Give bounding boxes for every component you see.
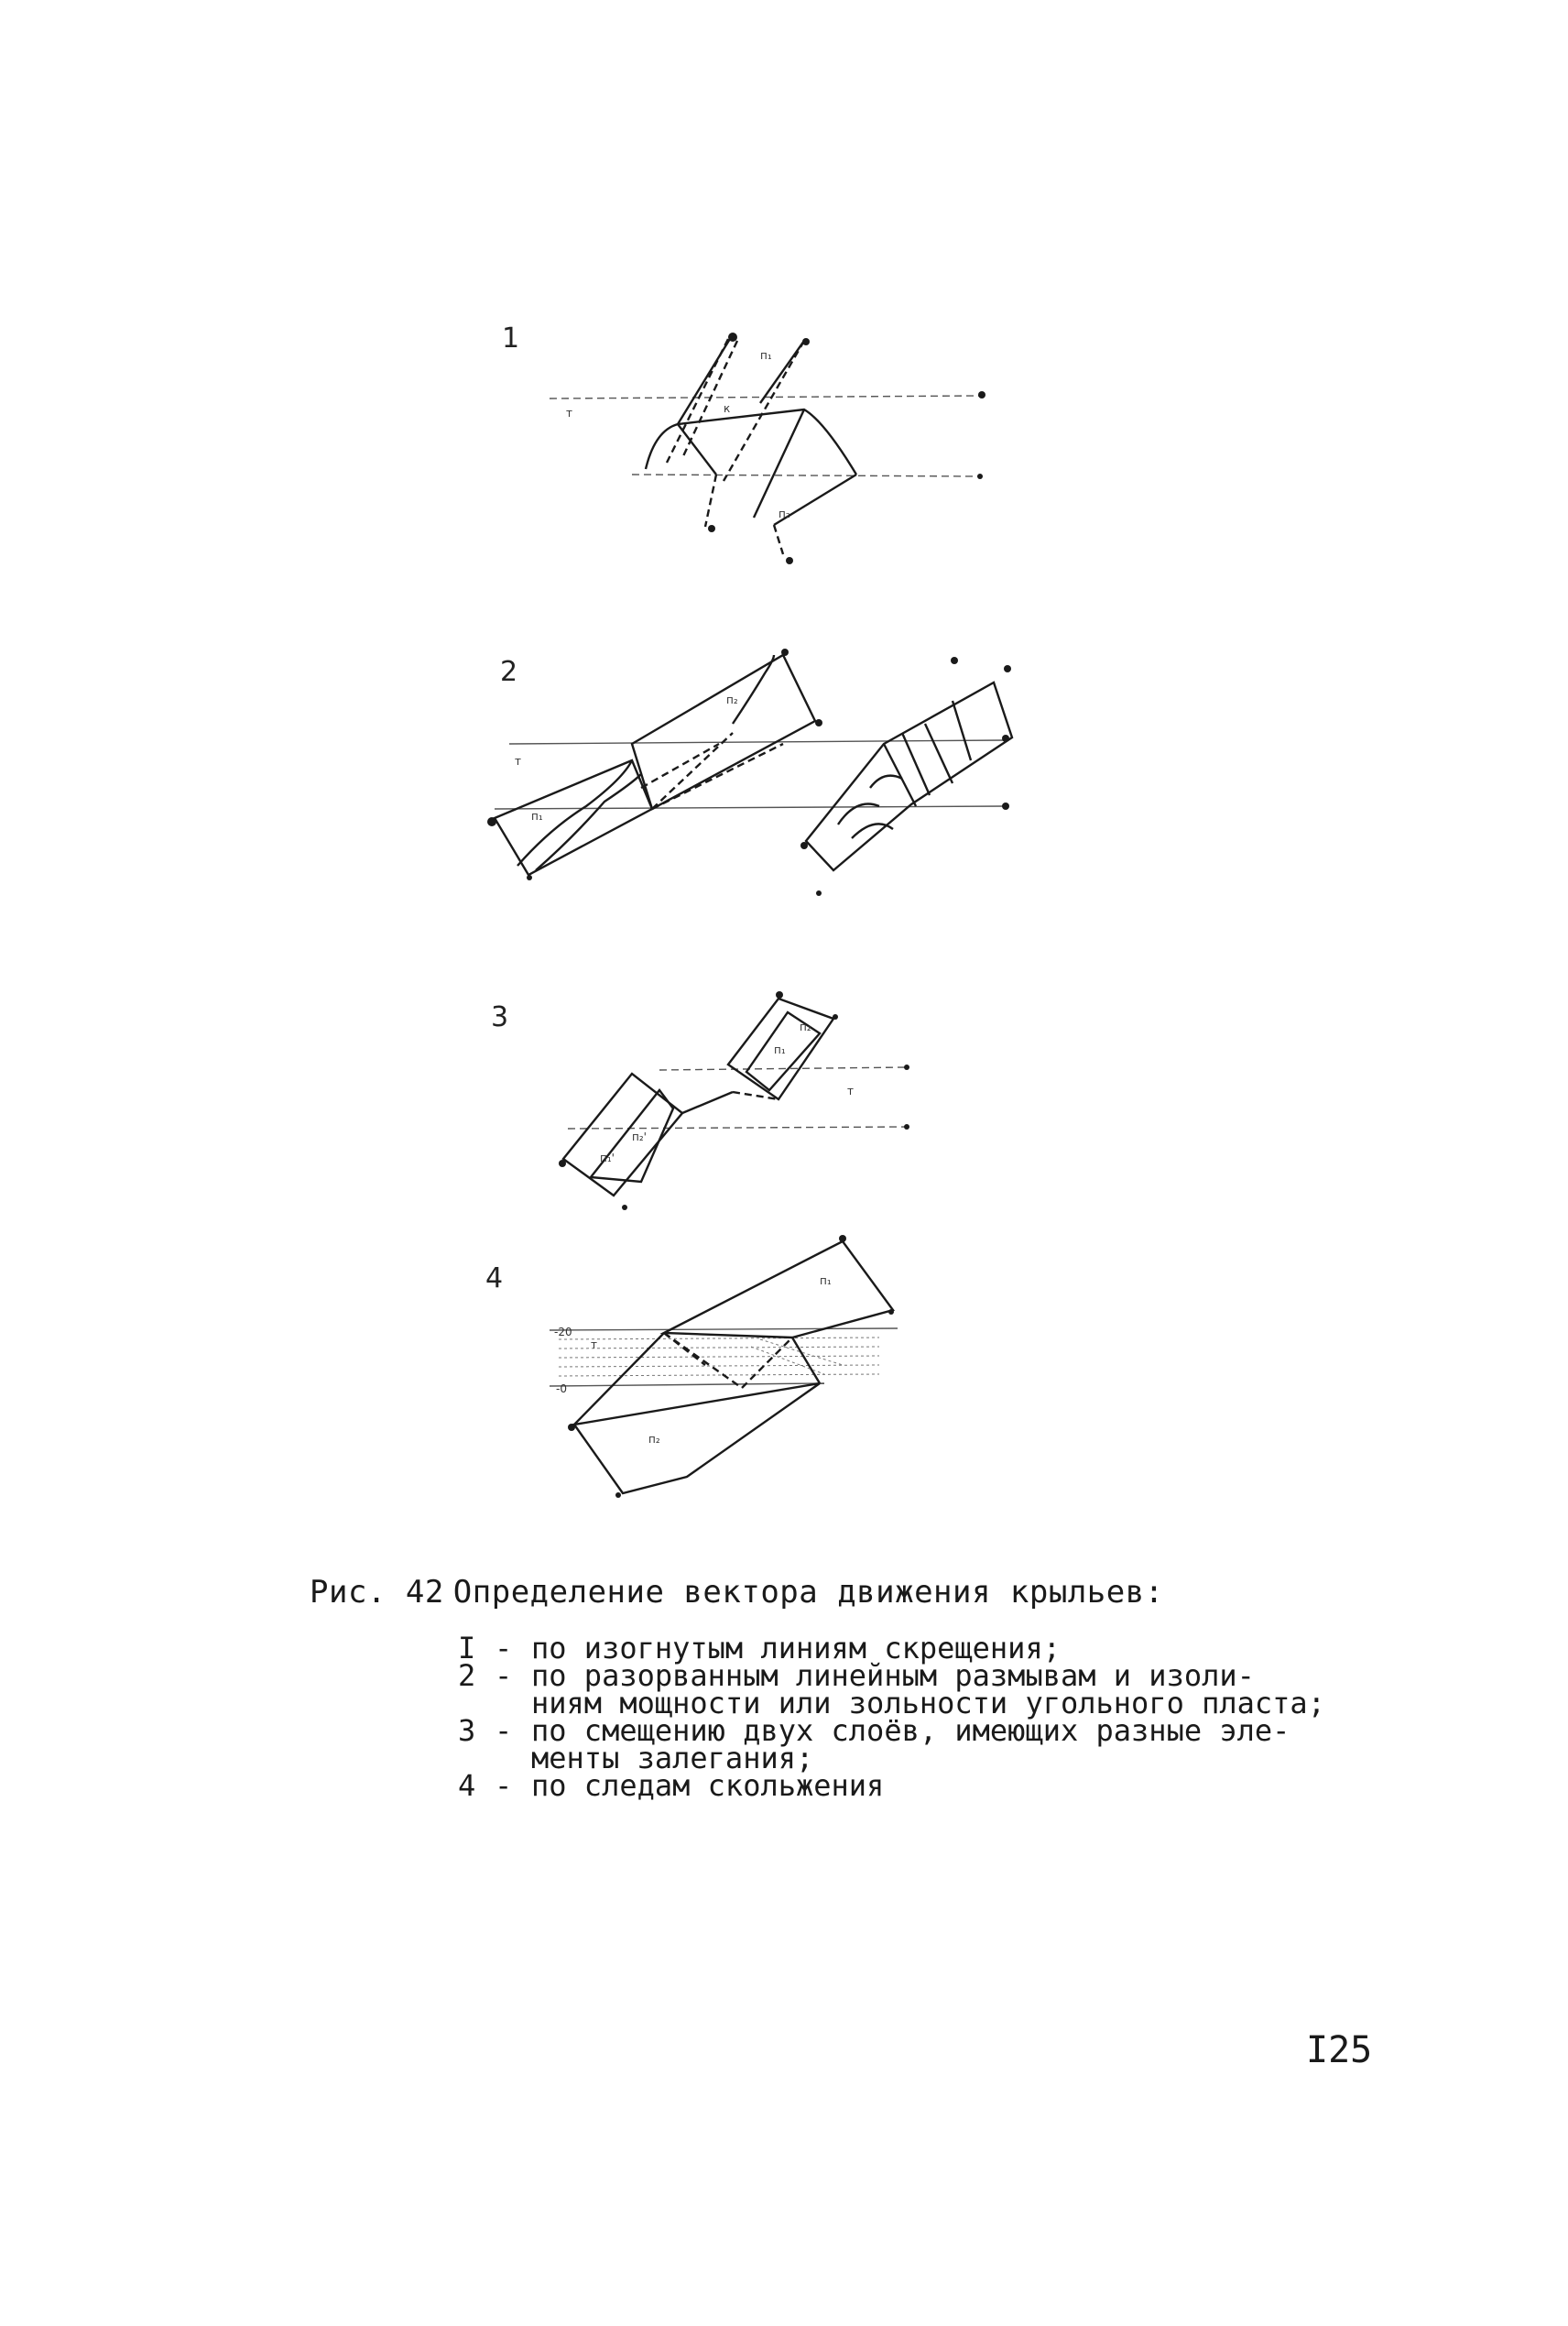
svg-text:п₂: п₂ <box>726 693 738 706</box>
legend-item-text: ниям мощности или зольности угольного пласта; <box>531 1686 1325 1720</box>
svg-text:т: т <box>515 755 521 768</box>
legend-item-text: менты залегания; <box>531 1741 814 1775</box>
svg-text:п₂: п₂ <box>648 1433 660 1446</box>
legend-item-number: 4 <box>458 1768 476 1803</box>
figure-number-2: 2 <box>500 656 518 688</box>
svg-text:-0: -0 <box>556 1382 567 1395</box>
legend-item-text: по изогнутым линиям скрещения; <box>531 1631 1061 1665</box>
legend-item-text: по следам скольжения <box>531 1768 885 1803</box>
legend-item-1: I - по изогнутым линиям скрещения; <box>458 1631 1061 1665</box>
figure-caption-prefix: Рис. 42 <box>310 1574 444 1611</box>
svg-text:п₂': п₂' <box>632 1130 647 1143</box>
figure-number-1: 1 <box>502 322 520 355</box>
figure-number-4: 4 <box>485 1262 504 1294</box>
diagram-4-slickensides <box>550 1235 898 1498</box>
legend-item-3: 3 - по смещению двух слоёв, имеющих разные эле- менты залегания; <box>458 1713 1290 1775</box>
figure-caption-title <box>310 1574 1164 1611</box>
legend-item-text: по смещению двух слоёв, имеющих разные эле- <box>531 1713 1290 1748</box>
svg-text:п₂: п₂ <box>800 1021 811 1033</box>
svg-text:т: т <box>566 407 572 420</box>
svg-text:к: к <box>724 402 731 415</box>
svg-text:т: т <box>591 1338 597 1351</box>
svg-text:п₁: п₁ <box>774 1043 786 1056</box>
legend-item-number: 2 <box>458 1658 476 1693</box>
figure-legend <box>458 1631 1447 1803</box>
svg-text:п₁': п₁' <box>600 1152 615 1164</box>
svg-text:п₂: п₂ <box>779 508 790 520</box>
svg-text:п₁: п₁ <box>531 810 543 823</box>
page-number: I25 <box>1306 2029 1373 2071</box>
diagram-3-layer-offset <box>559 991 909 1210</box>
figure-number-3: 3 <box>491 1001 509 1033</box>
svg-text:т: т <box>847 1085 854 1097</box>
diagram-2-linear-erosion <box>487 649 1012 896</box>
legend-item-2: 2 - по разорванным линейным размывам и изоли- ниям мощности или зольности угольного пласта; <box>458 1658 1325 1720</box>
legend-item-4: 4 - по следам скольжения <box>458 1768 885 1803</box>
diagram-1-bent-lines <box>550 333 985 564</box>
svg-text:п₁: п₁ <box>760 349 772 362</box>
svg-text:-20: -20 <box>554 1326 572 1338</box>
legend-item-number: 3 <box>458 1713 476 1748</box>
legend-item-text: по разорванным линейным размывам и изоли- <box>531 1658 1255 1693</box>
figure-caption-text: Определение вектора движения крыльев: <box>452 1574 1164 1611</box>
svg-text:п₁: п₁ <box>820 1274 832 1287</box>
legend-item-number: I <box>458 1631 476 1665</box>
